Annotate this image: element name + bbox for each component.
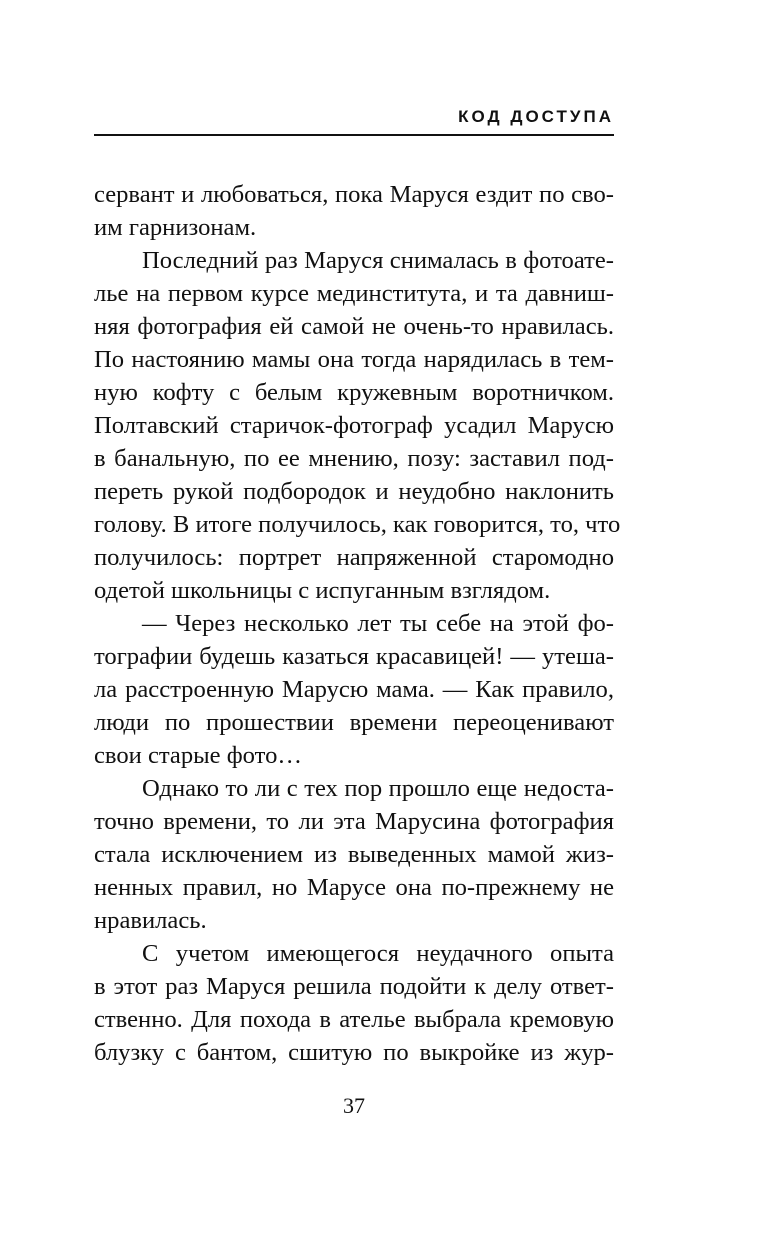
text-line: точно времени, то ли эта Марусина фотография: [94, 808, 614, 835]
header-rule: [94, 134, 614, 136]
text-line: стала исключением из выведенных мамой жиз-: [94, 841, 614, 868]
text-line: в банальную, по ее мнению, позу: заставил под-: [94, 445, 614, 472]
text-line: в этот раз Маруся решила подойти к делу ответ-: [94, 973, 614, 1000]
text-line: свои старые фото…: [94, 742, 302, 769]
text-line: голову. В итоге получилось, как говорится, то, что: [94, 511, 621, 538]
text-line: сервант и любоваться, пока Маруся ездит по сво-: [94, 181, 614, 208]
text-line: Последний раз Маруся снималась в фотоате-: [142, 247, 614, 274]
text-line: ненных правил, но Марусе она по-прежнему не: [94, 874, 614, 901]
running-head-title: КОД ДОСТУПА: [458, 107, 614, 126]
text-line: им гарнизонам.: [94, 214, 257, 241]
text-line: Полтавский старичок-фотограф усадил Марусю: [94, 412, 614, 439]
text-line: По настоянию мамы она тогда нарядилась в тем-: [94, 346, 614, 373]
text-line: — Через несколько лет ты себе на этой фо-: [142, 610, 614, 637]
text-line: Однако то ли с тех пор прошло еще недоста-: [142, 775, 614, 802]
text-line: одетой школьницы с испуганным взглядом.: [94, 577, 551, 604]
text-line: ственно. Для похода в ателье выбрала кремовую: [94, 1006, 614, 1033]
text-line: нравилась.: [94, 907, 207, 934]
text-line: получилось: портрет напряженной старомодно: [94, 544, 614, 571]
text-line: люди по прошествии времени переоценивают: [94, 709, 614, 736]
text-line: няя фотография ей самой не очень-то нравилась.: [94, 313, 614, 340]
text-line: переть рукой подбородок и неудобно наклонить: [94, 478, 614, 505]
text-line: блузку с бантом, сшитую по выкройке из жур-: [94, 1039, 614, 1066]
body-text: [94, 178, 621, 1069]
text-line: ную кофту с белым кружевным воротничком.: [94, 379, 614, 406]
page-number: 37: [343, 1093, 365, 1118]
text-line: С учетом имеющегося неудачного опыта: [142, 940, 614, 967]
text-line: тографии будешь казаться красавицей! — утеша-: [94, 643, 614, 670]
text-line: лье на первом курсе мединститута, и та давниш-: [94, 280, 614, 307]
text-line: ла расстроенную Марусю мама. — Как правило,: [94, 676, 614, 703]
